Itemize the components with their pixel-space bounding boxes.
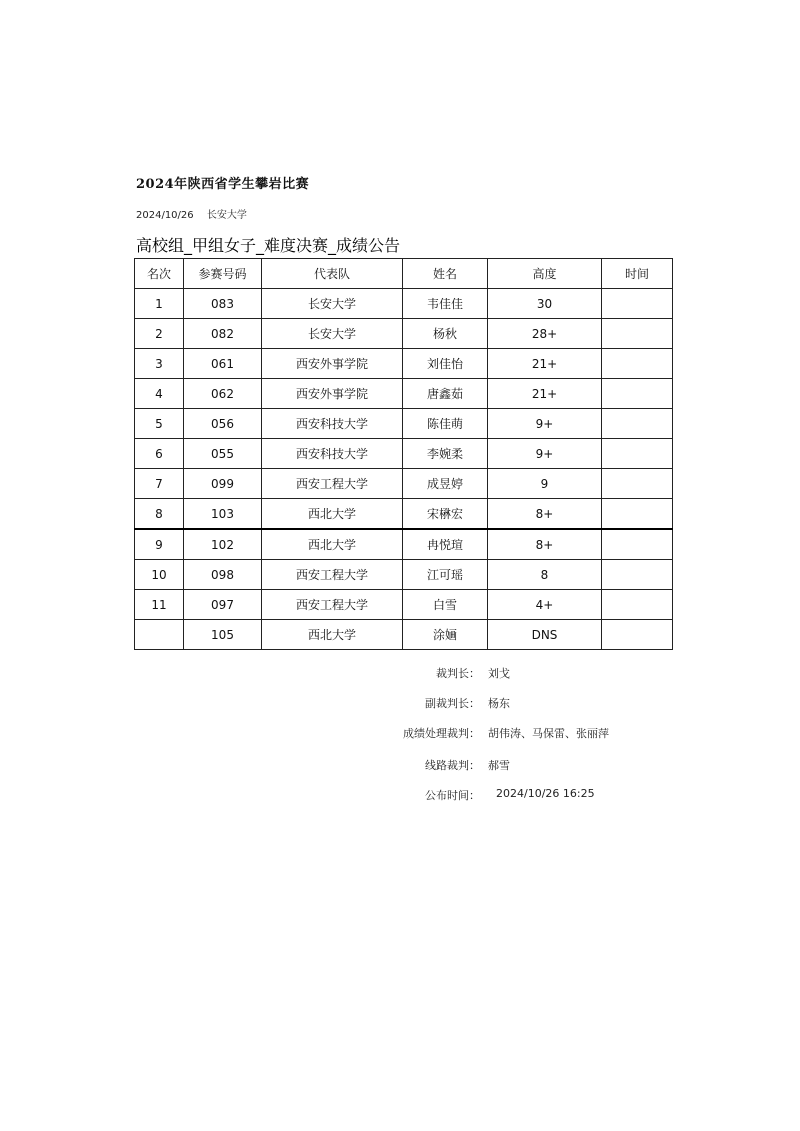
official-value: 杨东 xyxy=(488,697,510,710)
official-label: 成绩处理裁判： xyxy=(403,727,480,740)
cell-bib: 082 xyxy=(184,319,262,349)
table-row xyxy=(135,349,673,379)
cell-name: 成昱婷 xyxy=(403,469,488,499)
cell-name: 冉悦瑄 xyxy=(403,529,488,560)
cell-team: 西安工程大学 xyxy=(262,560,403,590)
table-row xyxy=(135,379,673,409)
table-row xyxy=(135,620,673,650)
official-value: 刘戈 xyxy=(488,667,510,680)
cell-height: 28+ xyxy=(488,319,602,349)
official-value: 胡伟涛、马保雷、张丽萍 xyxy=(488,727,609,740)
table-row xyxy=(135,409,673,439)
results-table xyxy=(134,258,673,650)
cell-bib: 105 xyxy=(184,620,262,650)
cell-time xyxy=(602,289,673,319)
cell-team: 西北大学 xyxy=(262,529,403,560)
cell-team: 西安工程大学 xyxy=(262,469,403,499)
cell-bib: 062 xyxy=(184,379,262,409)
cell-time xyxy=(602,319,673,349)
cell-bib: 083 xyxy=(184,289,262,319)
cell-team: 西安科技大学 xyxy=(262,409,403,439)
cell-time xyxy=(602,499,673,530)
cell-bib: 102 xyxy=(184,529,262,560)
cell-rank: 10 xyxy=(135,560,184,590)
cell-name: 宋楙宏 xyxy=(403,499,488,530)
official-value: 郝雪 xyxy=(488,759,510,772)
cell-name: 李婉柔 xyxy=(403,439,488,469)
cell-team: 西安科技大学 xyxy=(262,439,403,469)
official-label: 线路裁判： xyxy=(425,759,480,772)
cell-team: 西安工程大学 xyxy=(262,590,403,620)
cell-time xyxy=(602,379,673,409)
cell-time xyxy=(602,469,673,499)
cell-rank: 6 xyxy=(135,439,184,469)
cell-bib: 056 xyxy=(184,409,262,439)
cell-height: 8+ xyxy=(488,529,602,560)
cell-height: 8 xyxy=(488,560,602,590)
cell-rank: 11 xyxy=(135,590,184,620)
cell-time xyxy=(602,620,673,650)
document-title: 2024年陕西省学生攀岩比赛 xyxy=(136,177,310,192)
table-title: 高校组_甲组女子_难度决赛_成绩公告 xyxy=(136,236,401,255)
cell-team: 西安外事学院 xyxy=(262,379,403,409)
cell-name: 白雪 xyxy=(403,590,488,620)
header-height: 高度 xyxy=(488,259,602,289)
document-meta xyxy=(136,206,257,221)
cell-bib: 061 xyxy=(184,349,262,379)
cell-rank: 7 xyxy=(135,469,184,499)
official-label: 裁判长： xyxy=(436,667,480,680)
header-team: 代表队 xyxy=(262,259,403,289)
cell-height: 4+ xyxy=(488,590,602,620)
cell-name: 杨秋 xyxy=(403,319,488,349)
cell-team: 西北大学 xyxy=(262,499,403,530)
official-label: 副裁判长： xyxy=(425,697,480,710)
cell-rank: 4 xyxy=(135,379,184,409)
document-venue: 长安大学 xyxy=(206,210,247,221)
cell-time xyxy=(602,560,673,590)
table-row xyxy=(135,319,673,349)
cell-name: 陈佳萌 xyxy=(403,409,488,439)
cell-team: 西安外事学院 xyxy=(262,349,403,379)
document-date: 2024/10/26 xyxy=(136,210,194,221)
cell-height: 21+ xyxy=(488,349,602,379)
cell-time xyxy=(602,409,673,439)
cell-name: 刘佳怡 xyxy=(403,349,488,379)
cell-bib: 099 xyxy=(184,469,262,499)
table-row xyxy=(135,560,673,590)
cell-height: 8+ xyxy=(488,499,602,530)
cell-rank: 2 xyxy=(135,319,184,349)
header-rank: 名次 xyxy=(135,259,184,289)
header-time: 时间 xyxy=(602,259,673,289)
cell-height: DNS xyxy=(488,620,602,650)
cell-height: 9+ xyxy=(488,409,602,439)
header-name: 姓名 xyxy=(403,259,488,289)
cell-bib: 098 xyxy=(184,560,262,590)
cell-time xyxy=(602,529,673,560)
official-value: 2024/10/26 16:25 xyxy=(496,787,595,800)
cell-bib: 103 xyxy=(184,499,262,530)
cell-bib: 097 xyxy=(184,590,262,620)
cell-name: 涂婳 xyxy=(403,620,488,650)
table-row xyxy=(135,590,673,620)
cell-rank: 3 xyxy=(135,349,184,379)
cell-rank xyxy=(135,620,184,650)
cell-height: 9+ xyxy=(488,439,602,469)
cell-rank: 1 xyxy=(135,289,184,319)
cell-height: 9 xyxy=(488,469,602,499)
cell-name: 唐鑫茹 xyxy=(403,379,488,409)
cell-name: 韦佳佳 xyxy=(403,289,488,319)
cell-bib: 055 xyxy=(184,439,262,469)
cell-team: 长安大学 xyxy=(262,319,403,349)
cell-name: 江可瑶 xyxy=(403,560,488,590)
table-row xyxy=(135,469,673,499)
cell-height: 30 xyxy=(488,289,602,319)
cell-time xyxy=(602,590,673,620)
cell-rank: 5 xyxy=(135,409,184,439)
cell-time xyxy=(602,349,673,379)
table-row xyxy=(135,499,673,530)
cell-height: 21+ xyxy=(488,379,602,409)
cell-team: 西北大学 xyxy=(262,620,403,650)
table-row xyxy=(135,529,673,560)
table-row xyxy=(135,289,673,319)
header-bib: 参赛号码 xyxy=(184,259,262,289)
table-header-row xyxy=(135,259,673,289)
table-row xyxy=(135,439,673,469)
official-label: 公布时间： xyxy=(425,789,480,802)
cell-rank: 8 xyxy=(135,499,184,530)
cell-team: 长安大学 xyxy=(262,289,403,319)
cell-rank: 9 xyxy=(135,529,184,560)
cell-time xyxy=(602,439,673,469)
